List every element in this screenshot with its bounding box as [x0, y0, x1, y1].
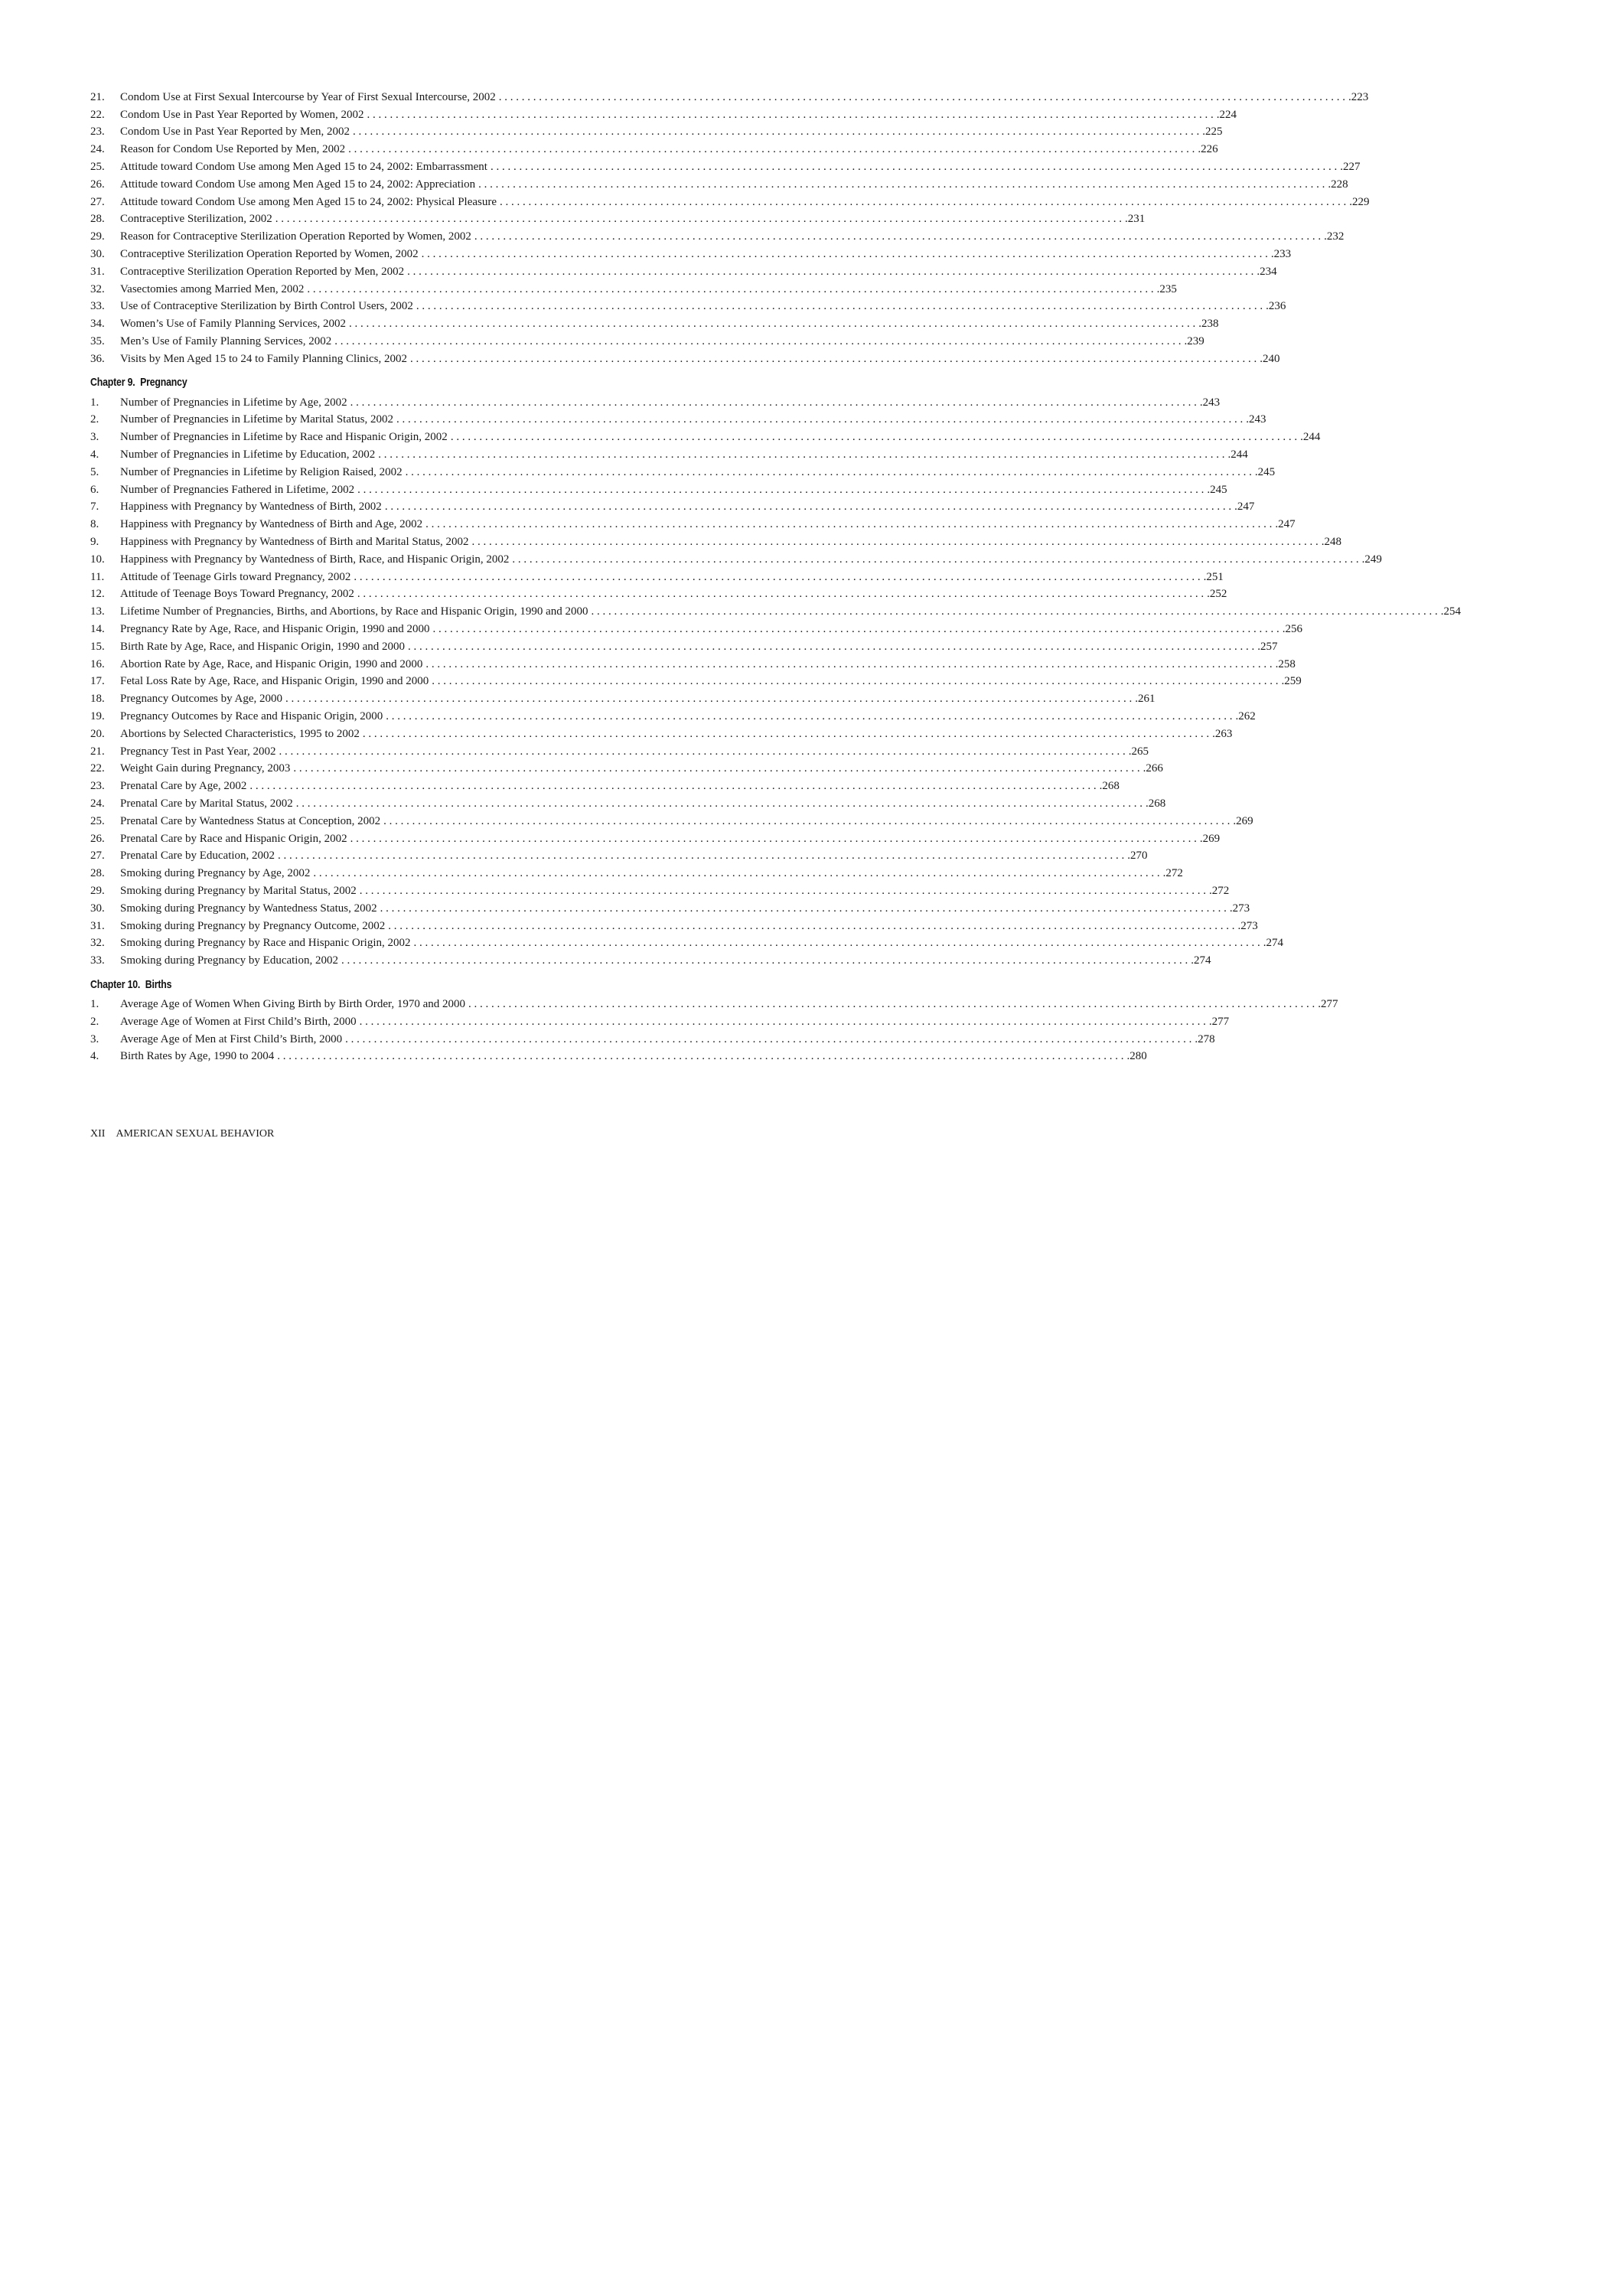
entry-title: Lifetime Number of Pregnancies, Births, and Abortions, by Race and Hispanic Origin, 1990 and 2000 — [120, 605, 588, 618]
entry-number: 28. — [90, 867, 105, 880]
toc-entry[interactable] — [90, 586, 1227, 604]
entry-number: 25. — [90, 161, 105, 174]
entry-page-number: .258 — [1275, 657, 1296, 670]
page-footer — [90, 1128, 274, 1140]
entry-number: 9. — [90, 536, 99, 549]
toc-entry[interactable] — [90, 1013, 1230, 1031]
dot-leader — [406, 466, 1252, 479]
entry-page-number: .248 — [1321, 536, 1342, 549]
entry-title: Prenatal Care by Education, 2002 — [120, 850, 275, 863]
entry-number: 27. — [90, 195, 105, 208]
entry-title: Prenatal Care by Marital Status, 2002 — [120, 797, 293, 810]
toc-entry[interactable] — [90, 446, 1248, 464]
dot-leader — [472, 536, 1319, 549]
entry-number: 2. — [90, 1015, 99, 1028]
entry-number: 13. — [90, 605, 105, 618]
dot-leader — [500, 196, 1346, 209]
entry-number: 28. — [90, 213, 105, 226]
dot-leader — [416, 300, 1263, 313]
toc-entry[interactable] — [90, 1031, 1215, 1049]
entry-title: Number of Pregnancies in Lifetime by Age, 2002 — [120, 396, 347, 409]
toc-entry[interactable] — [90, 673, 1302, 691]
entry-page-number: .277 — [1208, 1015, 1230, 1028]
entry-title: Number of Pregnancies Fathered in Lifetime, 2002 — [120, 483, 355, 496]
entry-title: Average Age of Men at First Child’s Birth, 2000 — [120, 1032, 343, 1045]
entry-page-number: .278 — [1195, 1032, 1215, 1045]
entry-title: Number of Pregnancies in Lifetime by Marital Status, 2002 — [120, 413, 394, 426]
entry-title: Smoking during Pregnancy by Race and Hispanic Origin, 2002 — [120, 937, 411, 950]
entry-title: Contraceptive Sterilization Operation Reported by Women, 2002 — [120, 248, 419, 261]
dot-leader — [407, 266, 1253, 279]
dot-leader — [396, 413, 1243, 426]
toc-entry[interactable] — [90, 603, 1462, 621]
toc-entry[interactable] — [90, 315, 1219, 333]
entry-title: Number of Pregnancies in Lifetime by Race and Hispanic Origin, 2002 — [120, 431, 448, 444]
entry-number: 4. — [90, 448, 99, 461]
entry-page-number: .231 — [1124, 213, 1146, 226]
entry-page-number: .251 — [1203, 570, 1224, 583]
entry-title: Condom Use in Past Year Reported by Women, 2002 — [120, 108, 364, 121]
dot-leader — [348, 143, 1195, 156]
entry-title: Birth Rates by Age, 1990 to 2004 — [120, 1050, 275, 1063]
toc-entry[interactable] — [90, 551, 1382, 569]
entry-title: Condom Use in Past Year Reported by Men, 2002 — [120, 126, 350, 139]
entry-number: 6. — [90, 483, 99, 496]
dot-leader — [354, 571, 1200, 584]
toc-entry[interactable] — [90, 246, 1292, 263]
dot-leader — [293, 762, 1139, 775]
dot-leader — [278, 850, 1124, 863]
chapter-label: Chapter 10. — [90, 977, 141, 991]
entry-title: Attitude toward Condom Use among Men Aged 15 to 24, 2002: Physical Pleasure — [120, 195, 497, 208]
entry-number: 5. — [90, 465, 99, 478]
entry-page-number: .224 — [1216, 108, 1237, 121]
entry-number: 12. — [90, 588, 105, 601]
entry-page-number: .240 — [1260, 352, 1280, 365]
entry-number: 4. — [90, 1050, 99, 1063]
entry-page-number: .245 — [1254, 465, 1276, 478]
toc-entry[interactable] — [90, 464, 1276, 481]
entry-number: 23. — [90, 780, 105, 793]
entry-number: 11. — [90, 570, 105, 583]
entry-number: 3. — [90, 1032, 99, 1045]
entry-number: 1. — [90, 997, 99, 1010]
toc-entry[interactable] — [90, 952, 1211, 970]
entry-number: 21. — [90, 90, 105, 103]
toc-entry[interactable] — [90, 481, 1227, 499]
dot-leader — [357, 484, 1204, 497]
entry-number: 33. — [90, 300, 105, 313]
entry-number: 26. — [90, 832, 105, 845]
entry-page-number: .280 — [1126, 1050, 1147, 1063]
entry-number: 7. — [90, 501, 99, 514]
chapter-heading — [90, 374, 596, 391]
entry-title: Smoking during Pregnancy by Wantedness Status, 2002 — [120, 902, 377, 915]
entry-page-number: .263 — [1212, 727, 1233, 740]
toc-entry[interactable] — [90, 1048, 1147, 1065]
dot-leader — [313, 867, 1159, 880]
entry-page-number: .243 — [1246, 413, 1266, 426]
entry-number: 10. — [90, 553, 105, 566]
dot-leader — [277, 1050, 1123, 1063]
entry-page-number: .254 — [1440, 605, 1462, 618]
entry-title: Pregnancy Test in Past Year, 2002 — [120, 745, 276, 758]
entry-page-number: .273 — [1229, 902, 1250, 915]
toc-entry[interactable] — [90, 211, 1146, 229]
entry-title: Abortions by Selected Characteristics, 1995 to 2002 — [120, 727, 360, 740]
entry-page-number: .243 — [1199, 396, 1221, 409]
entry-title: Pregnancy Rate by Age, Race, and Hispanic Origin, 1990 and 2000 — [120, 623, 430, 635]
entry-page-number: .265 — [1128, 745, 1149, 758]
entry-page-number: .269 — [1199, 832, 1221, 845]
entry-title: Men’s Use of Family Planning Services, 2002 — [120, 335, 332, 348]
entry-page-number: .228 — [1328, 178, 1348, 191]
toc-entry[interactable] — [90, 516, 1296, 533]
chapter-title: Pregnancy — [140, 376, 187, 390]
dot-leader — [378, 448, 1224, 461]
dot-leader — [425, 518, 1272, 531]
dot-leader — [422, 248, 1268, 261]
running-title: AMERICAN SEXUAL BEHAVIOR — [116, 1128, 275, 1140]
entry-number: 8. — [90, 518, 99, 531]
toc-entry[interactable] — [90, 865, 1183, 882]
entry-page-number: .225 — [1202, 126, 1223, 139]
entry-number: 27. — [90, 850, 105, 863]
dot-leader — [349, 318, 1195, 331]
entry-page-number: .226 — [1198, 143, 1218, 156]
entry-page-number: .272 — [1162, 867, 1183, 880]
entry-title: Weight Gain during Pregnancy, 2003 — [120, 762, 291, 775]
entry-number: 30. — [90, 248, 105, 261]
entry-page-number: .268 — [1099, 780, 1120, 793]
entry-page-number: .223 — [1348, 90, 1369, 103]
entry-page-number: .270 — [1127, 850, 1148, 863]
entry-title: Smoking during Pregnancy by Pregnancy Outcome, 2002 — [120, 919, 386, 932]
entry-number: 2. — [90, 413, 99, 426]
entry-page-number: .247 — [1234, 501, 1255, 514]
entry-page-number: .257 — [1257, 640, 1278, 653]
entry-number: 29. — [90, 884, 105, 897]
entry-number: 32. — [90, 937, 105, 950]
entry-title: Happiness with Pregnancy by Wantedness of Birth, 2002 — [120, 501, 382, 514]
toc-entry[interactable] — [90, 351, 1280, 368]
page-folio: XII — [90, 1128, 106, 1140]
entry-title: Smoking during Pregnancy by Marital Status, 2002 — [120, 884, 357, 897]
entry-page-number: .272 — [1208, 884, 1230, 897]
dot-leader — [451, 431, 1297, 444]
toc-entry[interactable] — [90, 412, 1266, 429]
dot-leader — [410, 353, 1257, 366]
toc-entry[interactable] — [90, 333, 1204, 351]
dot-leader — [350, 396, 1197, 409]
dot-leader — [432, 675, 1278, 688]
dot-leader — [383, 815, 1230, 828]
entry-number: 22. — [90, 762, 105, 775]
toc-entry[interactable] — [90, 656, 1296, 673]
entry-page-number: .268 — [1146, 797, 1166, 810]
entry-title: Attitude of Teenage Boys Toward Pregnancy, 2002 — [120, 588, 354, 601]
dot-leader — [307, 283, 1153, 296]
toc-entry[interactable] — [90, 690, 1156, 708]
toc-entry[interactable] — [90, 499, 1255, 517]
dot-leader — [360, 1016, 1206, 1029]
entry-title: Prenatal Care by Age, 2002 — [120, 780, 247, 793]
dot-leader — [380, 902, 1227, 915]
entry-number: 18. — [90, 693, 105, 706]
dot-leader — [478, 178, 1325, 191]
entry-number: 24. — [90, 797, 105, 810]
entry-number: 20. — [90, 727, 105, 740]
toc-entry[interactable] — [90, 882, 1230, 900]
entry-page-number: .249 — [1361, 553, 1382, 566]
entry-title: Pregnancy Outcomes by Race and Hispanic Origin, 2000 — [120, 709, 383, 722]
entry-title: Prenatal Care by Wantedness Status at Conception, 2002 — [120, 814, 381, 827]
entry-page-number: .274 — [1191, 954, 1211, 967]
entry-title: Condom Use at First Sexual Intercourse by Year of First Sexual Intercourse, 2002 — [120, 90, 496, 103]
entry-page-number: .234 — [1257, 265, 1277, 278]
entry-title: Happiness with Pregnancy by Wantedness of Birth, Race, and Hispanic Origin, 2002 — [120, 553, 510, 566]
dot-leader — [468, 998, 1315, 1011]
toc-entry[interactable] — [90, 298, 1286, 316]
chapter-heading — [90, 976, 596, 993]
toc-entry[interactable] — [90, 569, 1224, 586]
entry-number: 21. — [90, 745, 105, 758]
entry-title: Women’s Use of Family Planning Services, 2002 — [120, 318, 347, 331]
entry-number: 1. — [90, 396, 99, 409]
toc-entry[interactable] — [90, 124, 1223, 142]
dot-leader — [353, 126, 1199, 139]
entry-number: 32. — [90, 282, 105, 295]
dot-leader — [433, 623, 1279, 636]
entry-title: Use of Contraceptive Sterilization by Birth Control Users, 2002 — [120, 300, 413, 313]
dot-leader — [491, 161, 1337, 174]
toc-entry[interactable] — [90, 621, 1302, 638]
dot-leader — [334, 335, 1181, 348]
entry-number: 15. — [90, 640, 105, 653]
entry-page-number: .239 — [1184, 335, 1204, 348]
entry-number: 24. — [90, 143, 105, 156]
dot-leader — [499, 91, 1345, 104]
entry-number: 17. — [90, 675, 105, 688]
dot-leader — [357, 588, 1204, 601]
toc-entry[interactable] — [90, 638, 1278, 656]
entry-number: 31. — [90, 265, 105, 278]
dot-leader — [386, 710, 1232, 723]
entry-title: Reason for Contraceptive Sterilization Operation Reported by Women, 2002 — [120, 230, 471, 243]
entry-page-number: .266 — [1143, 762, 1163, 775]
entry-number: 22. — [90, 108, 105, 121]
entry-title: Smoking during Pregnancy by Age, 2002 — [120, 867, 311, 880]
entry-page-number: .262 — [1235, 709, 1256, 722]
dot-leader — [512, 553, 1358, 566]
dot-leader — [367, 109, 1214, 122]
entry-page-number: .259 — [1281, 675, 1302, 688]
toc-entry[interactable] — [90, 158, 1361, 176]
entry-page-number: .232 — [1324, 230, 1345, 243]
entry-number: 36. — [90, 352, 105, 365]
entry-title: Happiness with Pregnancy by Wantedness of Birth and Marital Status, 2002 — [120, 536, 469, 549]
entry-number: 14. — [90, 623, 105, 635]
dot-leader — [350, 833, 1197, 846]
entry-title: Reason for Condom Use Reported by Men, 2002 — [120, 143, 346, 156]
entry-title: Prenatal Care by Race and Hispanic Origin, 2002 — [120, 832, 347, 845]
entry-title: Vasectomies among Married Men, 2002 — [120, 282, 305, 295]
toc-entry[interactable] — [90, 281, 1177, 298]
dot-leader — [249, 780, 1096, 793]
entry-title: Happiness with Pregnancy by Wantedness of Birth and Age, 2002 — [120, 518, 423, 531]
entry-number: 16. — [90, 657, 105, 670]
entry-title: Smoking during Pregnancy by Education, 2002 — [120, 954, 338, 967]
entry-number: 35. — [90, 335, 105, 348]
entry-page-number: .261 — [1135, 693, 1156, 706]
dot-leader — [285, 693, 1132, 706]
dot-leader — [388, 920, 1234, 933]
entry-number: 3. — [90, 431, 99, 444]
entry-title: Attitude of Teenage Girls toward Pregnancy, 2002 — [120, 570, 351, 583]
entry-page-number: .235 — [1156, 282, 1177, 295]
entry-number: 26. — [90, 178, 105, 191]
entry-page-number: .233 — [1270, 248, 1292, 261]
entry-number: 23. — [90, 126, 105, 139]
dot-leader — [345, 1033, 1191, 1046]
table-of-contents — [90, 89, 1462, 1065]
entry-page-number: .247 — [1275, 518, 1296, 531]
toc-entry[interactable] — [90, 830, 1221, 848]
toc-entry[interactable] — [90, 533, 1342, 551]
entry-page-number: .238 — [1198, 318, 1219, 331]
toc-entry[interactable] — [90, 726, 1233, 743]
toc-entry[interactable] — [90, 708, 1256, 726]
entry-page-number: .227 — [1340, 161, 1361, 174]
entry-number: 19. — [90, 709, 105, 722]
toc-entry[interactable] — [90, 194, 1370, 211]
entry-title: Contraceptive Sterilization, 2002 — [120, 213, 272, 226]
toc-entry[interactable] — [90, 176, 1348, 194]
chapter-title: Births — [145, 977, 172, 991]
entry-page-number: .277 — [1318, 997, 1338, 1010]
dot-leader — [275, 213, 1122, 226]
entry-page-number: .244 — [1300, 431, 1321, 444]
entry-number: 25. — [90, 814, 105, 827]
entry-page-number: .256 — [1282, 623, 1302, 635]
entry-page-number: .269 — [1233, 814, 1253, 827]
entry-title: Number of Pregnancies in Lifetime by Religion Raised, 2002 — [120, 465, 403, 478]
entry-number: 30. — [90, 902, 105, 915]
dot-leader — [385, 501, 1231, 514]
toc-entry[interactable] — [90, 813, 1253, 830]
toc-entry[interactable] — [90, 760, 1163, 778]
entry-title: Attitude toward Condom Use among Men Aged 15 to 24, 2002: Appreciation — [120, 178, 476, 191]
entry-page-number: .236 — [1266, 300, 1286, 313]
toc-entry[interactable] — [90, 900, 1250, 918]
entry-number: 31. — [90, 919, 105, 932]
dot-leader — [408, 641, 1254, 654]
chapter-label: Chapter 9. — [90, 376, 135, 390]
toc-entry[interactable] — [90, 918, 1258, 935]
dot-leader — [474, 230, 1321, 243]
toc-entry[interactable] — [90, 394, 1221, 412]
entry-title: Fetal Loss Rate by Age, Race, and Hispanic Origin, 1990 and 2000 — [120, 675, 429, 688]
entry-title: Birth Rate by Age, Race, and Hispanic Origin, 1990 and 2000 — [120, 640, 406, 653]
dot-leader — [279, 745, 1125, 758]
entry-page-number: .273 — [1237, 919, 1258, 932]
toc-entry[interactable] — [90, 263, 1277, 281]
entry-title: Visits by Men Aged 15 to 24 to Family Planning Clinics, 2002 — [120, 352, 407, 365]
entry-number: 34. — [90, 318, 105, 331]
entry-number: 29. — [90, 230, 105, 243]
toc-entry[interactable] — [90, 996, 1338, 1013]
dot-leader — [341, 954, 1188, 967]
entry-page-number: .274 — [1263, 937, 1284, 950]
toc-entry[interactable] — [90, 228, 1345, 246]
entry-number: 33. — [90, 954, 105, 967]
toc-entry[interactable] — [90, 429, 1321, 446]
entry-title: Average Age of Women When Giving Birth by Birth Order, 1970 and 2000 — [120, 997, 466, 1010]
entry-title: Abortion Rate by Age, Race, and Hispanic Origin, 1990 and 2000 — [120, 657, 423, 670]
toc-entry[interactable] — [90, 141, 1218, 158]
entry-title: Pregnancy Outcomes by Age, 2000 — [120, 693, 283, 706]
dot-leader — [296, 797, 1143, 810]
entry-page-number: .229 — [1349, 195, 1370, 208]
toc-page — [0, 0, 1462, 1190]
dot-leader — [360, 885, 1206, 898]
entry-title: Contraceptive Sterilization Operation Reported by Men, 2002 — [120, 265, 405, 278]
dot-leader — [414, 937, 1260, 950]
dot-leader — [592, 605, 1438, 618]
entry-title: Attitude toward Condom Use among Men Aged 15 to 24, 2002: Embarrassment — [120, 161, 487, 174]
entry-page-number: .252 — [1207, 588, 1227, 601]
toc-entry[interactable] — [90, 795, 1166, 813]
toc-entry[interactable] — [90, 847, 1148, 865]
entry-page-number: .244 — [1227, 448, 1248, 461]
toc-entry[interactable] — [90, 106, 1237, 124]
toc-entry[interactable] — [90, 743, 1149, 761]
dot-leader — [425, 658, 1272, 671]
toc-entry[interactable] — [90, 778, 1120, 795]
dot-leader — [363, 728, 1209, 741]
entry-title: Average Age of Women at First Child’s Birth, 2000 — [120, 1015, 357, 1028]
toc-entry[interactable] — [90, 89, 1369, 106]
toc-entry[interactable] — [90, 934, 1284, 952]
entry-title: Number of Pregnancies in Lifetime by Education, 2002 — [120, 448, 376, 461]
entry-page-number: .245 — [1207, 483, 1227, 496]
